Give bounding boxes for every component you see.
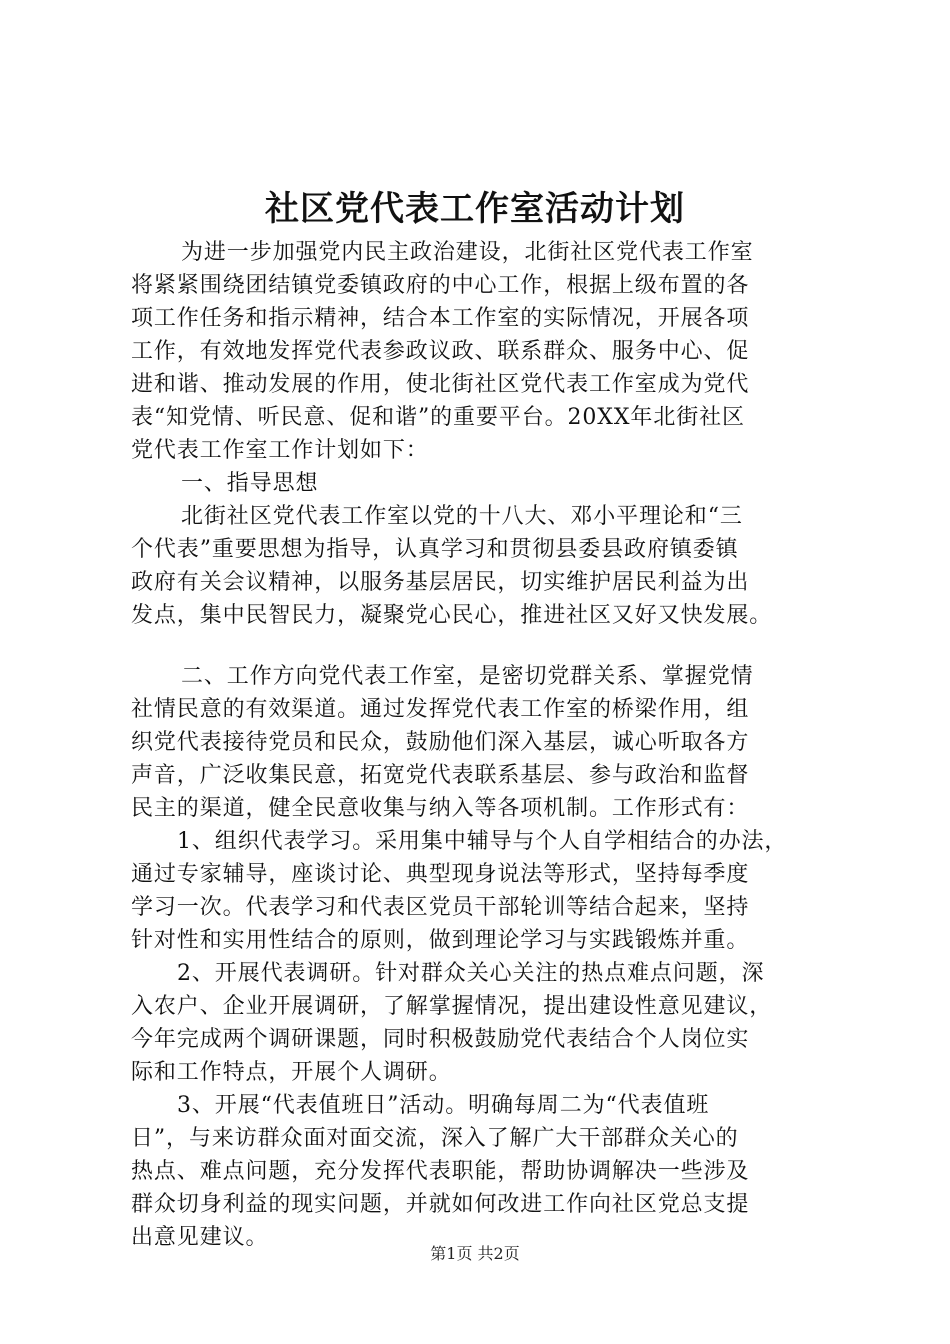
document-body: [131, 236, 851, 1254]
paragraph-line: 党代表工作室工作计划如下：: [131, 438, 429, 463]
paragraph-line: 针对性和实用性结合的原则，做到理论学习与实践锻炼并重。: [131, 928, 750, 953]
paragraph-line: 社情民意的有效渠道。通过发挥党代表工作室的桥梁作用，组: [131, 697, 750, 722]
paragraph-line: 北街社区党代表工作室以党的十八大、邓小平理论和“三: [181, 504, 743, 529]
paragraph-line: 出意见建议。: [131, 1225, 269, 1250]
document-title: 社区党代表工作室活动计划: [265, 189, 685, 229]
paragraph-line: 日”，与来访群众面对面交流，深入了解广大干部群众关心的: [131, 1126, 739, 1151]
paragraph-line: 学习一次。代表学习和代表区党员干部轮训等结合起来，坚持: [131, 895, 750, 920]
paragraph-line: 热点、难点问题，充分发挥代表职能，帮助协调解决一些涉及: [131, 1159, 750, 1184]
paragraph-line: 发点，集中民智民力，凝聚党心民心，推进社区又好又快发展。: [131, 603, 773, 628]
page-number-footer: 第1页 共2页: [430, 1244, 520, 1263]
paragraph-line: 入农户、企业开展调研，了解掌握情况，提出建设性意见建议，: [131, 994, 773, 1019]
paragraph-line: 工作，有效地发挥党代表参政议政、联系群众、服务中心、促: [131, 339, 750, 364]
paragraph-line: 项工作任务和指示精神，结合本工作室的实际情况，开展各项: [131, 306, 750, 331]
paragraph-line: 民主的渠道，健全民意收集与纳入等各项机制。工作形式有：: [131, 796, 750, 821]
list-item-line: 1、组织代表学习。采用集中辅导与个人自学相结合的办法，: [177, 829, 788, 854]
section-heading: 二、工作方向党代表工作室，是密切党群关系、掌握党情: [181, 664, 754, 689]
paragraph-line: 为进一步加强党内民主政治建设，北街社区党代表工作室: [181, 240, 754, 265]
paragraph-line: 政府有关会议精神，以服务基层居民，切实维护居民利益为出: [131, 570, 750, 595]
paragraph-line: 进和谐、推动发展的作用，使北街社区党代表工作室成为党代: [131, 372, 750, 397]
list-item-line: 2、开展代表调研。针对群众关心关注的热点难点问题，深: [177, 961, 765, 986]
paragraph-line: 通过专家辅导，座谈讨论、典型现身说法等形式，坚持每季度: [131, 862, 750, 887]
paragraph-gap: [131, 632, 851, 660]
paragraph-line: 个代表”重要思想为指导，认真学习和贯彻县委县政府镇委镇: [131, 537, 739, 562]
paragraph-line: 今年完成两个调研课题，同时积极鼓励党代表结合个人岗位实: [131, 1027, 750, 1052]
paragraph-line: 群众切身利益的现实问题，并就如何改进工作向社区党总支提: [131, 1192, 750, 1217]
paragraph-line: 声音，广泛收集民意，拓宽党代表联系基层、参与政治和监督: [131, 763, 750, 788]
paragraph-line: 际和工作特点，开展个人调研。: [131, 1060, 452, 1085]
list-item-line: 3、开展“代表值班日”活动。明确每周二为“代表值班: [177, 1093, 710, 1118]
section-heading: 一、指导思想: [181, 471, 319, 496]
paragraph-line: 织党代表接待党员和民众，鼓励他们深入基层，诚心听取各方: [131, 730, 750, 755]
paragraph-line: 表“知党情、听民意、促和谐”的重要平台。20XX年北街社区: [131, 405, 745, 430]
paragraph-line: 将紧紧围绕团结镇党委镇政府的中心工作，根据上级布置的各: [131, 273, 750, 298]
